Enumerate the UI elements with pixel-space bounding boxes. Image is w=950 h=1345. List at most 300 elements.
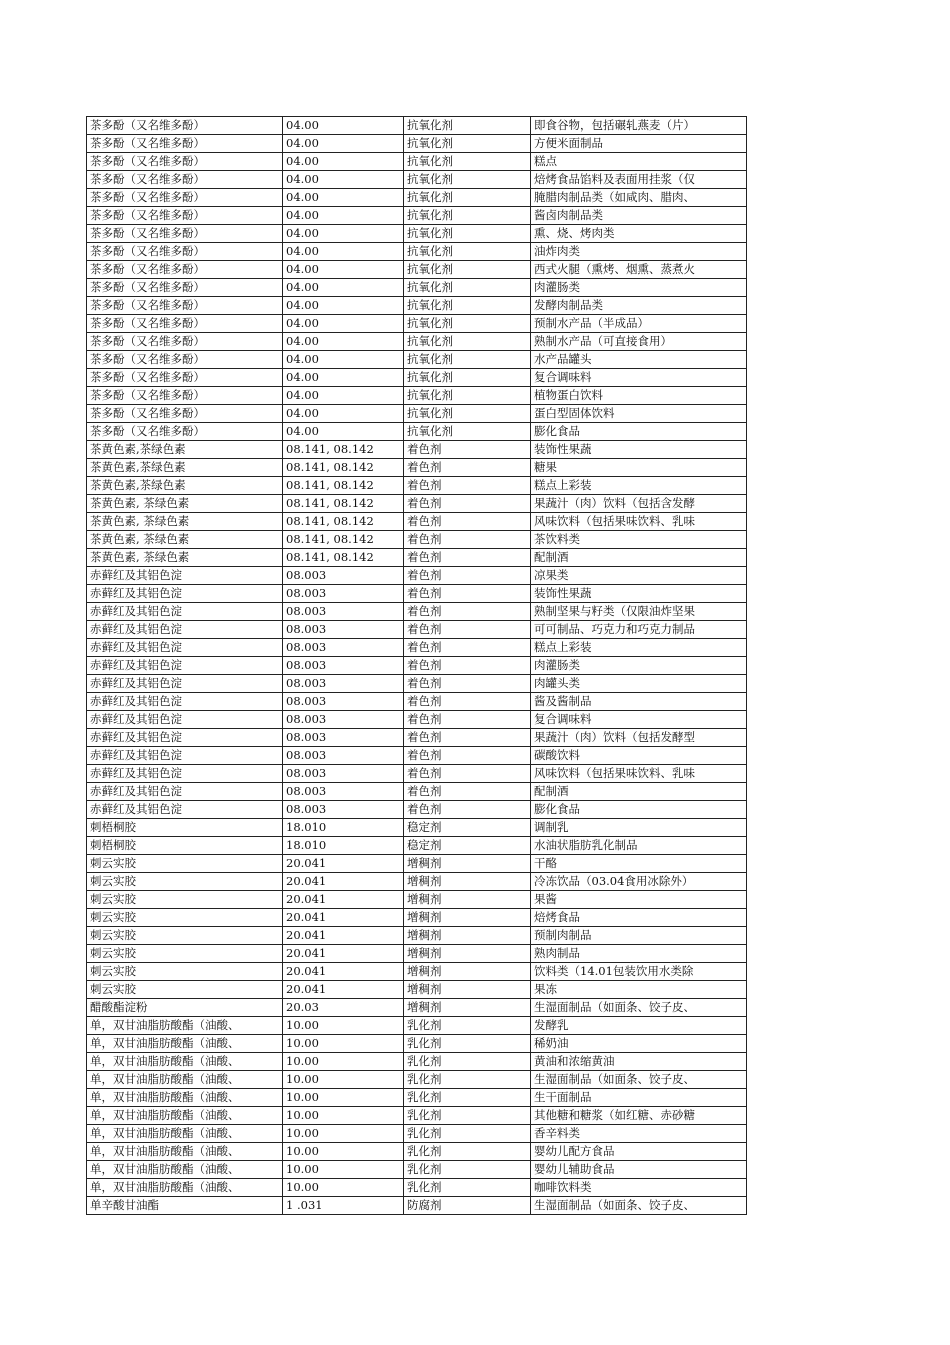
function-cell: 着色剂: [404, 675, 531, 693]
food-category-cell: 植物蛋白饮料: [531, 387, 747, 405]
code-cell: 20.041: [283, 963, 404, 981]
table-row: [87, 855, 747, 873]
table-row: [87, 243, 747, 261]
function-cell: 乳化剂: [404, 1143, 531, 1161]
food-category-cell: 膨化食品: [531, 423, 747, 441]
additive-name-cell: 醋酸酯淀粉: [87, 999, 283, 1017]
food-category-cell: 即食谷物，包括碾轧燕麦（片）: [531, 117, 747, 135]
table-row: [87, 639, 747, 657]
table-row: [87, 1107, 747, 1125]
additive-name-cell: 刺云实胶: [87, 909, 283, 927]
code-cell: 04.00: [283, 135, 404, 153]
code-cell: 08.141, 08.142: [283, 549, 404, 567]
food-category-cell: 生干面制品: [531, 1089, 747, 1107]
food-category-cell: 配制酒: [531, 549, 747, 567]
additive-name-cell: 茶多酚（又名维多酚）: [87, 153, 283, 171]
code-cell: 04.00: [283, 225, 404, 243]
additive-name-cell: 赤藓红及其铝色淀: [87, 621, 283, 639]
additive-name-cell: 茶多酚（又名维多酚）: [87, 225, 283, 243]
additive-name-cell: 赤藓红及其铝色淀: [87, 567, 283, 585]
additive-name-cell: 茶多酚（又名维多酚）: [87, 387, 283, 405]
table-row: [87, 891, 747, 909]
additive-name-cell: 茶黄色素,茶绿色素: [87, 477, 283, 495]
table-row: [87, 873, 747, 891]
additive-name-cell: 茶多酚（又名维多酚）: [87, 423, 283, 441]
code-cell: 08.141, 08.142: [283, 477, 404, 495]
additive-name-cell: 茶多酚（又名维多酚）: [87, 315, 283, 333]
code-cell: 20.041: [283, 927, 404, 945]
table-row: [87, 837, 747, 855]
food-category-cell: 饮料类（14.01包装饮用水类除: [531, 963, 747, 981]
function-cell: 着色剂: [404, 621, 531, 639]
additive-name-cell: 刺云实胶: [87, 963, 283, 981]
function-cell: 着色剂: [404, 531, 531, 549]
food-category-cell: 蛋白型固体饮料: [531, 405, 747, 423]
food-category-cell: 婴幼儿辅助食品: [531, 1161, 747, 1179]
food-category-cell: 茶饮料类: [531, 531, 747, 549]
table-row: [87, 567, 747, 585]
code-cell: 08.003: [283, 765, 404, 783]
function-cell: 乳化剂: [404, 1107, 531, 1125]
code-cell: 08.141, 08.142: [283, 459, 404, 477]
additive-name-cell: 刺云实胶: [87, 927, 283, 945]
food-category-cell: 生湿面制品（如面条、饺子皮、: [531, 1197, 747, 1215]
table-row: [87, 117, 747, 135]
additive-name-cell: 茶黄色素, 茶绿色素: [87, 513, 283, 531]
food-category-cell: 熟肉制品: [531, 945, 747, 963]
function-cell: 抗氧化剂: [404, 333, 531, 351]
function-cell: 着色剂: [404, 567, 531, 585]
code-cell: 08.141, 08.142: [283, 531, 404, 549]
function-cell: 抗氧化剂: [404, 261, 531, 279]
code-cell: 10.00: [283, 1179, 404, 1197]
food-category-cell: 婴幼儿配方食品: [531, 1143, 747, 1161]
food-category-cell: 水油状脂肪乳化制品: [531, 837, 747, 855]
table-row: [87, 585, 747, 603]
table-body: [87, 117, 747, 1215]
code-cell: 08.003: [283, 585, 404, 603]
function-cell: 增稠剂: [404, 981, 531, 999]
food-category-cell: 配制酒: [531, 783, 747, 801]
food-category-cell: 熟制水产品（可直接食用）: [531, 333, 747, 351]
additive-name-cell: 赤藓红及其铝色淀: [87, 711, 283, 729]
code-cell: 10.00: [283, 1017, 404, 1035]
table-row: [87, 747, 747, 765]
table-row: [87, 459, 747, 477]
food-category-cell: 糕点上彩装: [531, 477, 747, 495]
table-row: [87, 189, 747, 207]
food-category-cell: 糕点: [531, 153, 747, 171]
table-row: [87, 477, 747, 495]
additive-name-cell: 单，双甘油脂肪酸酯（油酸、: [87, 1179, 283, 1197]
function-cell: 抗氧化剂: [404, 207, 531, 225]
function-cell: 乳化剂: [404, 1125, 531, 1143]
code-cell: 08.141, 08.142: [283, 441, 404, 459]
additive-name-cell: 赤藓红及其铝色淀: [87, 693, 283, 711]
additive-name-cell: 单，双甘油脂肪酸酯（油酸、: [87, 1107, 283, 1125]
food-category-cell: 发酵肉制品类: [531, 297, 747, 315]
code-cell: 04.00: [283, 189, 404, 207]
food-category-cell: 腌腊肉制品类（如咸肉、腊肉、: [531, 189, 747, 207]
additive-name-cell: 茶黄色素, 茶绿色素: [87, 495, 283, 513]
additive-name-cell: 赤藓红及其铝色淀: [87, 783, 283, 801]
food-category-cell: 糖果: [531, 459, 747, 477]
code-cell: 10.00: [283, 1107, 404, 1125]
code-cell: 08.141, 08.142: [283, 513, 404, 531]
table-row: [87, 441, 747, 459]
function-cell: 增稠剂: [404, 927, 531, 945]
code-cell: 04.00: [283, 315, 404, 333]
code-cell: 10.00: [283, 1143, 404, 1161]
table-row: [87, 1017, 747, 1035]
additive-name-cell: 赤藓红及其铝色淀: [87, 585, 283, 603]
code-cell: 04.00: [283, 117, 404, 135]
code-cell: 20.041: [283, 909, 404, 927]
table-row: [87, 1125, 747, 1143]
function-cell: 着色剂: [404, 711, 531, 729]
food-category-cell: 油炸肉类: [531, 243, 747, 261]
food-category-cell: 黄油和浓缩黄油: [531, 1053, 747, 1071]
food-category-cell: 凉果类: [531, 567, 747, 585]
food-category-cell: 肉灌肠类: [531, 657, 747, 675]
table-row: [87, 711, 747, 729]
additive-name-cell: 赤藓红及其铝色淀: [87, 765, 283, 783]
additive-name-cell: 茶多酚（又名维多酚）: [87, 297, 283, 315]
function-cell: 着色剂: [404, 639, 531, 657]
additive-name-cell: 茶多酚（又名维多酚）: [87, 189, 283, 207]
food-category-cell: 果蔬汁（肉）饮料（包括发酵型: [531, 729, 747, 747]
additive-name-cell: 单，双甘油脂肪酸酯（油酸、: [87, 1053, 283, 1071]
code-cell: 08.003: [283, 783, 404, 801]
table-row: [87, 153, 747, 171]
food-category-cell: 膨化食品: [531, 801, 747, 819]
food-category-cell: 熟制坚果与籽类（仅限油炸坚果: [531, 603, 747, 621]
additive-name-cell: 茶多酚（又名维多酚）: [87, 117, 283, 135]
function-cell: 着色剂: [404, 549, 531, 567]
food-category-cell: 果蔬汁（肉）饮料（包括含发酵: [531, 495, 747, 513]
food-category-cell: 预制肉制品: [531, 927, 747, 945]
code-cell: 08.003: [283, 639, 404, 657]
table-row: [87, 693, 747, 711]
code-cell: 08.003: [283, 711, 404, 729]
function-cell: 抗氧化剂: [404, 117, 531, 135]
code-cell: 10.00: [283, 1089, 404, 1107]
function-cell: 着色剂: [404, 477, 531, 495]
additive-name-cell: 刺云实胶: [87, 891, 283, 909]
food-category-cell: 干酪: [531, 855, 747, 873]
food-category-cell: 生湿面制品（如面条、饺子皮、: [531, 1071, 747, 1089]
additive-name-cell: 茶多酚（又名维多酚）: [87, 351, 283, 369]
function-cell: 乳化剂: [404, 1035, 531, 1053]
additive-name-cell: 刺云实胶: [87, 981, 283, 999]
food-category-cell: 咖啡饮料类: [531, 1179, 747, 1197]
code-cell: 20.041: [283, 873, 404, 891]
table-row: [87, 1071, 747, 1089]
code-cell: 08.141, 08.142: [283, 495, 404, 513]
code-cell: 04.00: [283, 171, 404, 189]
additive-name-cell: 赤藓红及其铝色淀: [87, 729, 283, 747]
additive-name-cell: 茶多酚（又名维多酚）: [87, 405, 283, 423]
table-row: [87, 621, 747, 639]
additive-name-cell: 茶黄色素, 茶绿色素: [87, 549, 283, 567]
code-cell: 18.010: [283, 837, 404, 855]
function-cell: 乳化剂: [404, 1179, 531, 1197]
table-row: [87, 333, 747, 351]
function-cell: 抗氧化剂: [404, 297, 531, 315]
additive-name-cell: 赤藓红及其铝色淀: [87, 801, 283, 819]
additive-name-cell: 赤藓红及其铝色淀: [87, 675, 283, 693]
code-cell: 04.00: [283, 279, 404, 297]
function-cell: 稳定剂: [404, 819, 531, 837]
function-cell: 着色剂: [404, 765, 531, 783]
additive-name-cell: 赤藓红及其铝色淀: [87, 639, 283, 657]
function-cell: 抗氧化剂: [404, 369, 531, 387]
function-cell: 抗氧化剂: [404, 135, 531, 153]
additive-name-cell: 茶黄色素, 茶绿色素: [87, 531, 283, 549]
table-row: [87, 1161, 747, 1179]
table-row: [87, 819, 747, 837]
food-category-cell: 装饰性果蔬: [531, 585, 747, 603]
function-cell: 增稠剂: [404, 855, 531, 873]
additive-name-cell: 刺梧桐胶: [87, 819, 283, 837]
code-cell: 20.041: [283, 891, 404, 909]
additive-name-cell: 赤藓红及其铝色淀: [87, 603, 283, 621]
additive-table: [86, 116, 747, 1215]
code-cell: 08.003: [283, 729, 404, 747]
table-row: [87, 405, 747, 423]
code-cell: 20.03: [283, 999, 404, 1017]
food-category-cell: 肉灌肠类: [531, 279, 747, 297]
additive-name-cell: 刺云实胶: [87, 945, 283, 963]
food-category-cell: 风味饮料（包括果味饮料、乳味: [531, 765, 747, 783]
food-category-cell: 焙烤食品馅料及表面用挂浆（仅: [531, 171, 747, 189]
additive-name-cell: 茶黄色素,茶绿色素: [87, 459, 283, 477]
food-category-cell: 其他糖和糖浆（如红糖、赤砂糖: [531, 1107, 747, 1125]
additive-name-cell: 单，双甘油脂肪酸酯（油酸、: [87, 1161, 283, 1179]
table-row: [87, 783, 747, 801]
additive-name-cell: 单，双甘油脂肪酸酯（油酸、: [87, 1143, 283, 1161]
function-cell: 抗氧化剂: [404, 243, 531, 261]
code-cell: 20.041: [283, 981, 404, 999]
function-cell: 乳化剂: [404, 1161, 531, 1179]
table-row: [87, 657, 747, 675]
table-row: [87, 315, 747, 333]
table-row: [87, 261, 747, 279]
table-row: [87, 963, 747, 981]
table-row: [87, 603, 747, 621]
code-cell: 10.00: [283, 1053, 404, 1071]
code-cell: 04.00: [283, 243, 404, 261]
additive-name-cell: 刺云实胶: [87, 855, 283, 873]
code-cell: 10.00: [283, 1071, 404, 1089]
function-cell: 增稠剂: [404, 873, 531, 891]
additive-name-cell: 茶多酚（又名维多酚）: [87, 207, 283, 225]
code-cell: 20.041: [283, 855, 404, 873]
function-cell: 抗氧化剂: [404, 387, 531, 405]
function-cell: 着色剂: [404, 603, 531, 621]
code-cell: 08.003: [283, 675, 404, 693]
function-cell: 着色剂: [404, 747, 531, 765]
function-cell: 抗氧化剂: [404, 171, 531, 189]
table-row: [87, 675, 747, 693]
additive-name-cell: 茶多酚（又名维多酚）: [87, 279, 283, 297]
food-category-cell: 可可制品、巧克力和巧克力制品: [531, 621, 747, 639]
function-cell: 增稠剂: [404, 963, 531, 981]
table-row: [87, 513, 747, 531]
function-cell: 抗氧化剂: [404, 351, 531, 369]
additive-name-cell: 单，双甘油脂肪酸酯（油酸、: [87, 1017, 283, 1035]
code-cell: 08.003: [283, 747, 404, 765]
table-row: [87, 999, 747, 1017]
code-cell: 08.003: [283, 801, 404, 819]
code-cell: 10.00: [283, 1161, 404, 1179]
food-category-cell: 复合调味料: [531, 369, 747, 387]
table-row: [87, 909, 747, 927]
table-row: [87, 1143, 747, 1161]
table-row: [87, 1179, 747, 1197]
additive-name-cell: 刺梧桐胶: [87, 837, 283, 855]
function-cell: 增稠剂: [404, 909, 531, 927]
code-cell: 04.00: [283, 405, 404, 423]
table-row: [87, 1089, 747, 1107]
table-row: [87, 387, 747, 405]
table-row: [87, 549, 747, 567]
additive-name-cell: 茶多酚（又名维多酚）: [87, 135, 283, 153]
table-row: [87, 171, 747, 189]
table-row: [87, 297, 747, 315]
food-category-cell: 装饰性果蔬: [531, 441, 747, 459]
food-category-cell: 熏、烧、烤肉类: [531, 225, 747, 243]
code-cell: 04.00: [283, 261, 404, 279]
function-cell: 着色剂: [404, 585, 531, 603]
code-cell: 08.003: [283, 693, 404, 711]
function-cell: 增稠剂: [404, 891, 531, 909]
table-row: [87, 531, 747, 549]
function-cell: 抗氧化剂: [404, 225, 531, 243]
code-cell: 08.003: [283, 567, 404, 585]
food-category-cell: 香辛料类: [531, 1125, 747, 1143]
food-category-cell: 方便米面制品: [531, 135, 747, 153]
function-cell: 抗氧化剂: [404, 405, 531, 423]
function-cell: 稳定剂: [404, 837, 531, 855]
table-row: [87, 729, 747, 747]
food-category-cell: 西式火腿（熏烤、烟熏、蒸煮火: [531, 261, 747, 279]
table-row: [87, 801, 747, 819]
table-row: [87, 765, 747, 783]
food-category-cell: 果冻: [531, 981, 747, 999]
function-cell: 抗氧化剂: [404, 423, 531, 441]
additive-name-cell: 单，双甘油脂肪酸酯（油酸、: [87, 1125, 283, 1143]
food-category-cell: 水产品罐头: [531, 351, 747, 369]
additive-name-cell: 单，双甘油脂肪酸酯（油酸、: [87, 1071, 283, 1089]
table-row: [87, 135, 747, 153]
function-cell: 着色剂: [404, 693, 531, 711]
code-cell: 04.00: [283, 369, 404, 387]
food-category-cell: 复合调味料: [531, 711, 747, 729]
additive-name-cell: 茶黄色素,茶绿色素: [87, 441, 283, 459]
function-cell: 抗氧化剂: [404, 315, 531, 333]
code-cell: 08.003: [283, 657, 404, 675]
code-cell: 18.010: [283, 819, 404, 837]
function-cell: 着色剂: [404, 783, 531, 801]
function-cell: 防腐剂: [404, 1197, 531, 1215]
table-row: [87, 423, 747, 441]
table-row: [87, 1035, 747, 1053]
function-cell: 乳化剂: [404, 1089, 531, 1107]
food-category-cell: 碳酸饮料: [531, 747, 747, 765]
additive-name-cell: 茶多酚（又名维多酚）: [87, 369, 283, 387]
function-cell: 乳化剂: [404, 1071, 531, 1089]
table-row: [87, 279, 747, 297]
function-cell: 着色剂: [404, 729, 531, 747]
food-category-cell: 生湿面制品（如面条、饺子皮、: [531, 999, 747, 1017]
table-row: [87, 945, 747, 963]
code-cell: 08.003: [283, 621, 404, 639]
table-row: [87, 225, 747, 243]
code-cell: 20.041: [283, 945, 404, 963]
additive-name-cell: 单辛酸甘油酯: [87, 1197, 283, 1215]
code-cell: 04.00: [283, 297, 404, 315]
function-cell: 着色剂: [404, 657, 531, 675]
code-cell: 10.00: [283, 1035, 404, 1053]
function-cell: 着色剂: [404, 495, 531, 513]
food-category-cell: 稀奶油: [531, 1035, 747, 1053]
function-cell: 着色剂: [404, 801, 531, 819]
additive-name-cell: 赤藓红及其铝色淀: [87, 657, 283, 675]
table-row: [87, 369, 747, 387]
food-category-cell: 果酱: [531, 891, 747, 909]
code-cell: 10.00: [283, 1125, 404, 1143]
food-category-cell: 酱及酱制品: [531, 693, 747, 711]
code-cell: 04.00: [283, 207, 404, 225]
food-category-cell: 预制水产品（半成品）: [531, 315, 747, 333]
additive-name-cell: 刺云实胶: [87, 873, 283, 891]
function-cell: 抗氧化剂: [404, 279, 531, 297]
table-row: [87, 927, 747, 945]
additive-name-cell: 赤藓红及其铝色淀: [87, 747, 283, 765]
food-category-cell: 冷冻饮品（03.04食用冰除外）: [531, 873, 747, 891]
function-cell: 抗氧化剂: [404, 189, 531, 207]
food-category-cell: 焙烤食品: [531, 909, 747, 927]
function-cell: 增稠剂: [404, 945, 531, 963]
additive-name-cell: 茶多酚（又名维多酚）: [87, 171, 283, 189]
additive-name-cell: 茶多酚（又名维多酚）: [87, 261, 283, 279]
code-cell: 04.00: [283, 351, 404, 369]
function-cell: 着色剂: [404, 459, 531, 477]
table-row: [87, 981, 747, 999]
table-row: [87, 495, 747, 513]
table-row: [87, 351, 747, 369]
function-cell: 乳化剂: [404, 1053, 531, 1071]
food-category-cell: 调制乳: [531, 819, 747, 837]
additive-name-cell: 单，双甘油脂肪酸酯（油酸、: [87, 1035, 283, 1053]
food-category-cell: 肉罐头类: [531, 675, 747, 693]
additive-name-cell: 茶多酚（又名维多酚）: [87, 333, 283, 351]
function-cell: 着色剂: [404, 441, 531, 459]
table-row: [87, 1053, 747, 1071]
code-cell: 08.003: [283, 603, 404, 621]
table-row: [87, 1197, 747, 1215]
food-category-cell: 糕点上彩装: [531, 639, 747, 657]
additive-name-cell: 茶多酚（又名维多酚）: [87, 243, 283, 261]
function-cell: 乳化剂: [404, 1017, 531, 1035]
table-row: [87, 207, 747, 225]
code-cell: 04.00: [283, 387, 404, 405]
code-cell: 04.00: [283, 423, 404, 441]
code-cell: 1 .031: [283, 1197, 404, 1215]
additive-name-cell: 单，双甘油脂肪酸酯（油酸、: [87, 1089, 283, 1107]
food-category-cell: 发酵乳: [531, 1017, 747, 1035]
